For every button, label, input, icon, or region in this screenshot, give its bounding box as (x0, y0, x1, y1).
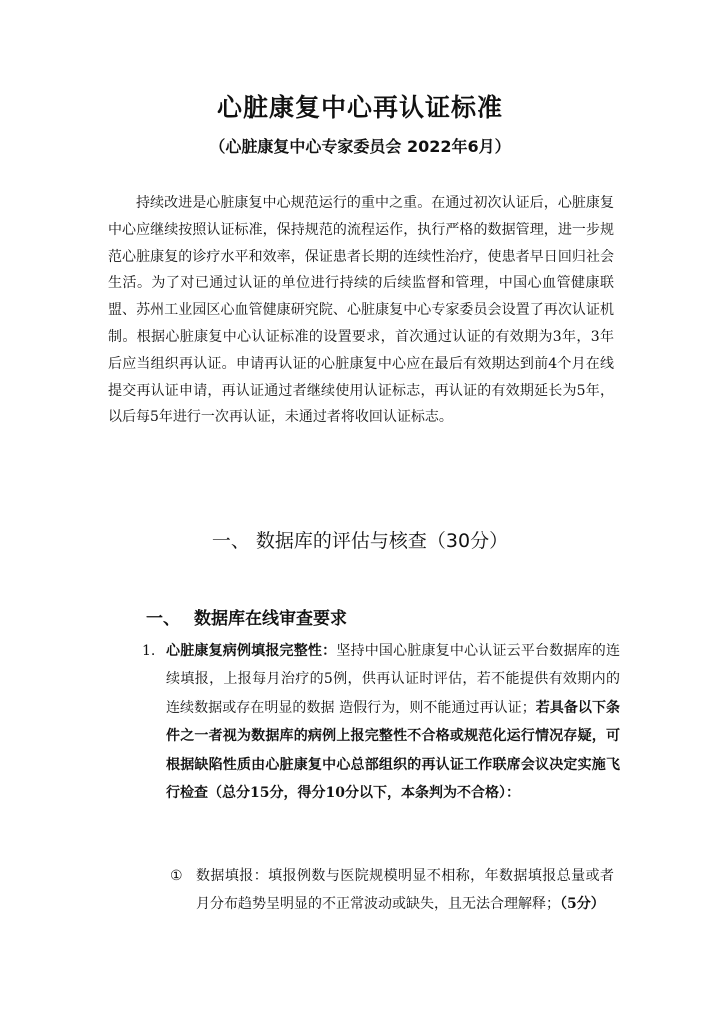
sub-heading-text: 数据库在线审查要求 (194, 609, 347, 629)
sub-item-score: （5分） (560, 896, 605, 913)
section-heading: 一、 数据库的评估与核查（30分） (211, 530, 509, 552)
sub-heading-number: 一、 (146, 609, 180, 629)
list-item-body (166, 637, 620, 807)
sub-heading (146, 604, 347, 629)
list-item-1 (142, 637, 620, 807)
sub-item-1 (170, 862, 614, 919)
list-item-bold-text: 若具备以下条件之一者视为数据库的病例上报完整性不合格或规范化运行情况存疑，可根据缺陷性质由心脏康复中心总部组织的再认证工作联席会议决定实施飞行检查（总分15分，得分10分以下，本条判为不合格）： (166, 699, 621, 802)
circled-number-1: ① (170, 868, 183, 884)
list-item-number: 1. (142, 643, 156, 659)
intro-paragraph: 持续改进是心脏康复中心规范运行的重中之重。在通过初次认证后，心脏康复中心应继续按照认证标准，保持规范的流程运作，执行严格的数据管理，进一步规范心脏康复的诊疗水平和效率，保证患者长期的连续性治疗，使患者早日回归社会生活。为了对已通过认证的单位进行持续的后续监督和管理，中国心血管健康联盟、苏州工业园区心血管健康研究院、心脏康复中心专家委员会设置了再次认证机制。根据心脏康复中心认证标准的设置要求，首次通过认证的有效期为3年，3年后应当组织再认证。申请再认证的心脏康复中心应在最后有效期达到前4个月在线提交再认证申请，再认证通过者继续使用认证标志，再认证的有效期延长为5年，以后每5年进行一次再认证，未通过者将收回认证标志。 (108, 195, 614, 426)
list-item-label: 心脏康复病例填报完整性： (166, 643, 337, 659)
list-item-text: 坚持中国心脏康复中心认证云平台数据库的连续填报，上报每月治疗的5例，供再认证时评估，若不能提供有效期内的连续数据或存在明显的数据 造假行为，则不能通过再认证； (166, 643, 621, 716)
sub-item-text: 数据填报：填报例数与医院规模明显不相称，年数据填报总量或者月分布趋势呈明显的不正常波动或缺失，且无法合理解释； (196, 868, 614, 913)
document-subtitle: （心脏康复中心专家委员会 2022年6月） (209, 137, 511, 156)
document-title: 心脏康复中心再认证标准 (216, 93, 503, 122)
sub-item-body (196, 862, 614, 919)
